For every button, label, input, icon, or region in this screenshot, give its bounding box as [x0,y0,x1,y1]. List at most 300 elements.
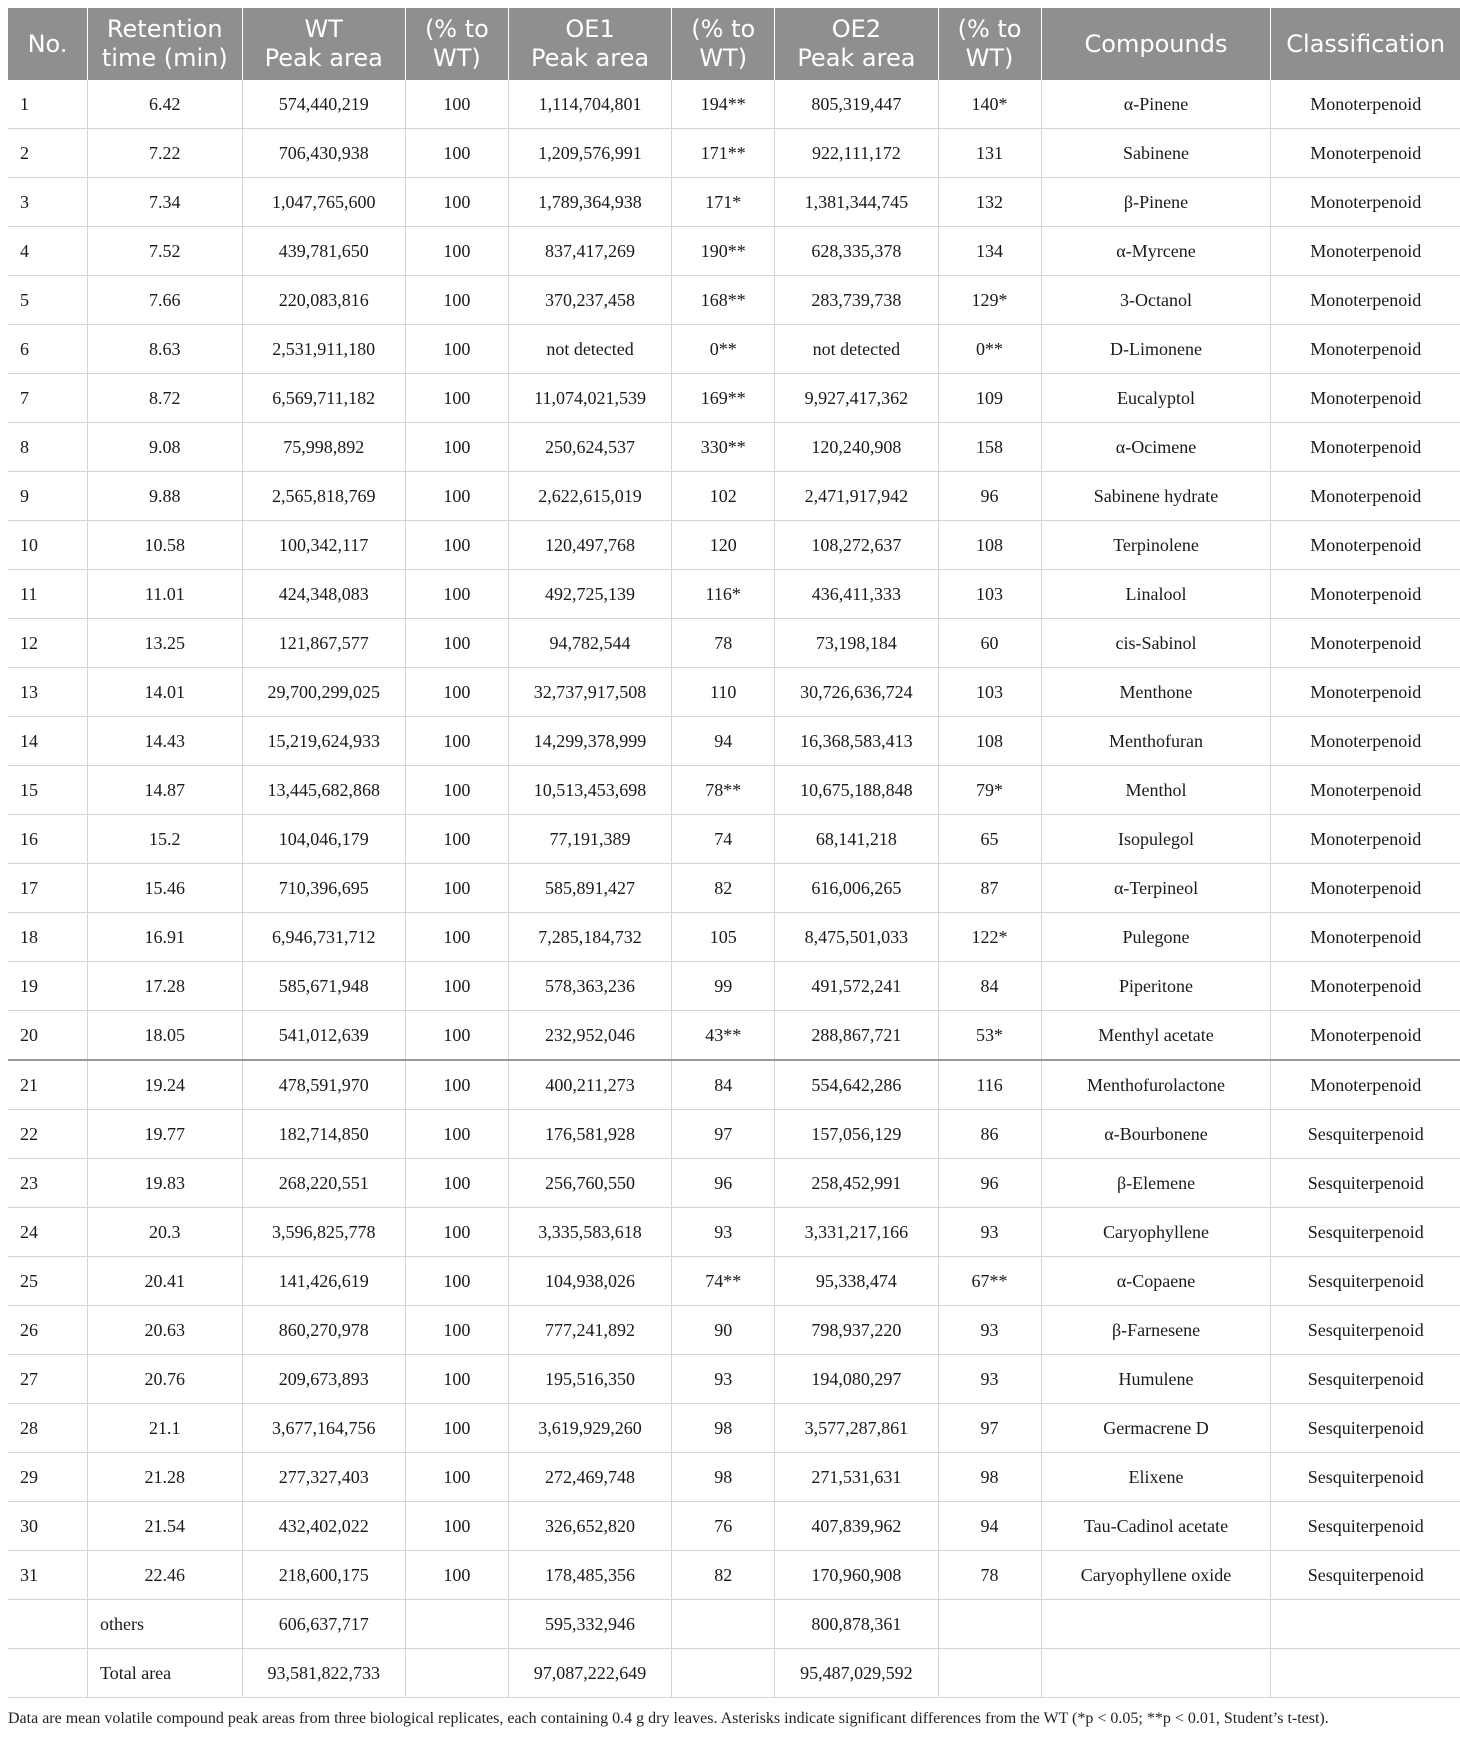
table-cell: 20.63 [87,1306,242,1355]
table-cell: 100 [405,815,508,864]
table-cell [8,1649,87,1698]
column-header-label: (% to [424,15,489,43]
table-row [8,1011,1460,1061]
table-cell: 20.3 [87,1208,242,1257]
table-cell: α-Copaene [1041,1257,1271,1306]
table-cell: 100 [405,1208,508,1257]
table-cell: 27 [8,1355,87,1404]
table-row [8,962,1460,1011]
table-cell: 100,342,117 [242,521,405,570]
table-cell: 628,335,378 [775,227,938,276]
column-header-label: Peak area [264,44,383,72]
table-cell: 7,285,184,732 [508,913,671,962]
table-cell: 100 [405,913,508,962]
table-cell: 21.1 [87,1404,242,1453]
volatile-compounds-table [8,8,1460,1698]
table-cell: 8 [8,423,87,472]
table-cell: 1,047,765,600 [242,178,405,227]
table-cell: 272,469,748 [508,1453,671,1502]
table-cell: 0** [672,325,775,374]
table-cell: 168** [672,276,775,325]
table-row [8,178,1460,227]
table-cell: 271,531,631 [775,1453,938,1502]
table-cell: 14,299,378,999 [508,717,671,766]
table-cell: 131 [938,129,1041,178]
table-cell [672,1600,775,1649]
table-cell: 777,241,892 [508,1306,671,1355]
table-row [8,521,1460,570]
table-cell: Monoterpenoid [1271,913,1460,962]
table-cell [1271,1600,1460,1649]
table-cell: 706,430,938 [242,129,405,178]
table-cell: 96 [938,1159,1041,1208]
table-cell: 250,624,537 [508,423,671,472]
table-cell: 132 [938,178,1041,227]
column-header-label: OE1 [565,15,615,43]
table-cell: Monoterpenoid [1271,1060,1460,1110]
table-cell: Humulene [1041,1355,1271,1404]
table-cell: 6,946,731,712 [242,913,405,962]
table-cell: 439,781,650 [242,227,405,276]
table-cell: 22 [8,1110,87,1159]
table-cell: 13,445,682,868 [242,766,405,815]
table-cell: 3,619,929,260 [508,1404,671,1453]
table-cell: 6.42 [87,80,242,129]
table-cell: 140* [938,80,1041,129]
table-cell: 194** [672,80,775,129]
table-row [8,1355,1460,1404]
table-cell: β-Pinene [1041,178,1271,227]
table-cell: D-Limonene [1041,325,1271,374]
table-cell: 8.63 [87,325,242,374]
table-cell: 12 [8,619,87,668]
table-cell: 574,440,219 [242,80,405,129]
table-cell: 31 [8,1551,87,1600]
table-cell: 23 [8,1159,87,1208]
table-cell: Sesquiterpenoid [1271,1110,1460,1159]
table-cell: 232,952,046 [508,1011,671,1061]
table-row [8,129,1460,178]
table-cell: 8,475,501,033 [775,913,938,962]
table-cell: 29,700,299,025 [242,668,405,717]
table-cell: 158 [938,423,1041,472]
table-cell: Monoterpenoid [1271,815,1460,864]
table-cell: Linalool [1041,570,1271,619]
table-cell: 93 [938,1355,1041,1404]
table-cell: 14.87 [87,766,242,815]
table-cell: 258,452,991 [775,1159,938,1208]
table-cell: Piperitone [1041,962,1271,1011]
table-cell: 220,083,816 [242,276,405,325]
table-cell: 21.28 [87,1453,242,1502]
table-cell: 100 [405,1011,508,1061]
table-cell: others [87,1600,242,1649]
table-cell: 9,927,417,362 [775,374,938,423]
table-row [8,668,1460,717]
table-cell: 424,348,083 [242,570,405,619]
table-cell: 100 [405,1355,508,1404]
table-cell: 100 [405,472,508,521]
table-cell: Monoterpenoid [1271,80,1460,129]
table-cell: 108 [938,521,1041,570]
table-cell: 95,338,474 [775,1257,938,1306]
table-body [8,80,1460,1698]
table-cell: 7.22 [87,129,242,178]
table-cell: 73,198,184 [775,619,938,668]
table-cell: Monoterpenoid [1271,423,1460,472]
table-cell: 798,937,220 [775,1306,938,1355]
table-cell: 100 [405,717,508,766]
table-cell: 20.41 [87,1257,242,1306]
table-row [8,815,1460,864]
table-cell [1271,1649,1460,1698]
table-cell: 96 [672,1159,775,1208]
table-cell: 68,141,218 [775,815,938,864]
table-cell: 97,087,222,649 [508,1649,671,1698]
column-header-label: OE2 [831,15,882,43]
table-cell: Sesquiterpenoid [1271,1551,1460,1600]
table-cell: 16,368,583,413 [775,717,938,766]
table-cell: 30,726,636,724 [775,668,938,717]
table-cell [672,1649,775,1698]
table-cell: 14 [8,717,87,766]
table-cell: 176,581,928 [508,1110,671,1159]
table-cell: Monoterpenoid [1271,129,1460,178]
table-cell: not detected [508,325,671,374]
table-row [8,1060,1460,1110]
table-cell: 74** [672,1257,775,1306]
table-cell: 94 [672,717,775,766]
table-cell: 554,642,286 [775,1060,938,1110]
table-cell: 10 [8,521,87,570]
table-cell: 10,675,188,848 [775,766,938,815]
table-cell: 100 [405,178,508,227]
table-row [8,864,1460,913]
table-cell: 195,516,350 [508,1355,671,1404]
table-cell: 98 [672,1404,775,1453]
table-figure [8,8,1460,1730]
table-cell: 78 [938,1551,1041,1600]
table-cell: 710,396,695 [242,864,405,913]
table-cell: 105 [672,913,775,962]
table-row [8,1110,1460,1159]
table-cell: 87 [938,864,1041,913]
table-cell: Menthone [1041,668,1271,717]
table-cell: 26 [8,1306,87,1355]
table-cell: 141,426,619 [242,1257,405,1306]
table-row [8,1649,1460,1698]
table-cell: 100 [405,325,508,374]
table-row [8,1502,1460,1551]
table-row [8,619,1460,668]
table-row [8,913,1460,962]
table-cell: 29 [8,1453,87,1502]
table-row [8,227,1460,276]
table-cell: 100 [405,129,508,178]
table-row [8,80,1460,129]
table-header-row [8,8,1460,80]
table-cell: 84 [938,962,1041,1011]
table-cell: 6,569,711,182 [242,374,405,423]
table-cell: 541,012,639 [242,1011,405,1061]
table-cell: 3 [8,178,87,227]
table-cell: cis-Sabinol [1041,619,1271,668]
table-cell: 93 [672,1355,775,1404]
table-cell: 2,565,818,769 [242,472,405,521]
column-header-label: WT) [699,44,748,72]
table-cell: 116 [938,1060,1041,1110]
table-cell: Germacrene D [1041,1404,1271,1453]
table-cell: α-Pinene [1041,80,1271,129]
table-cell: α-Myrcene [1041,227,1271,276]
table-cell: Menthofuran [1041,717,1271,766]
table-cell [8,1600,87,1649]
column-header [938,8,1041,80]
table-cell: 2,531,911,180 [242,325,405,374]
table-cell: 67** [938,1257,1041,1306]
table-cell: Monoterpenoid [1271,325,1460,374]
table-cell: 43** [672,1011,775,1061]
table-cell: 182,714,850 [242,1110,405,1159]
table-cell: 77,191,389 [508,815,671,864]
table-cell: 16 [8,815,87,864]
table-cell: 65 [938,815,1041,864]
table-cell: 100 [405,1060,508,1110]
table-cell: 157,056,129 [775,1110,938,1159]
table-cell: Caryophyllene oxide [1041,1551,1271,1600]
table-cell: 32,737,917,508 [508,668,671,717]
table-cell: 122* [938,913,1041,962]
table-cell: 922,111,172 [775,129,938,178]
table-cell: 109 [938,374,1041,423]
table-cell: Monoterpenoid [1271,570,1460,619]
table-cell: 19.83 [87,1159,242,1208]
table-cell: Menthyl acetate [1041,1011,1271,1061]
table-cell: 3,677,164,756 [242,1404,405,1453]
table-cell: Sesquiterpenoid [1271,1159,1460,1208]
table-row [8,766,1460,815]
table-cell: 170,960,908 [775,1551,938,1600]
table-cell: 8.72 [87,374,242,423]
table-cell: Caryophyllene [1041,1208,1271,1257]
column-header-label: No. [27,29,68,58]
table-cell: 134 [938,227,1041,276]
table-cell: 15 [8,766,87,815]
table-cell: Monoterpenoid [1271,864,1460,913]
table-cell: Sesquiterpenoid [1271,1257,1460,1306]
table-cell: 14.01 [87,668,242,717]
table-cell: 97 [938,1404,1041,1453]
column-header [1271,8,1460,80]
table-cell: 19 [8,962,87,1011]
table-cell: 11,074,021,539 [508,374,671,423]
table-cell: 100 [405,766,508,815]
table-cell: 84 [672,1060,775,1110]
table-cell: Monoterpenoid [1271,472,1460,521]
table-cell: 3,335,583,618 [508,1208,671,1257]
table-cell: 9.08 [87,423,242,472]
table-cell: 100 [405,1306,508,1355]
table-cell: α-Ocimene [1041,423,1271,472]
table-cell: 277,327,403 [242,1453,405,1502]
column-header [1041,8,1271,80]
table-cell: 90 [672,1306,775,1355]
table-cell: 400,211,273 [508,1060,671,1110]
table-cell: Monoterpenoid [1271,521,1460,570]
table-row [8,1306,1460,1355]
table-cell: 100 [405,1551,508,1600]
table-row [8,1404,1460,1453]
column-header-label: Peak area [797,44,916,72]
column-header-label: (% to [691,15,756,43]
table-cell: 171** [672,129,775,178]
table-cell: 120,240,908 [775,423,938,472]
table-cell: 491,572,241 [775,962,938,1011]
table-cell: β-Elemene [1041,1159,1271,1208]
table-cell: 100 [405,864,508,913]
table-cell: Sesquiterpenoid [1271,1208,1460,1257]
table-cell: 1,114,704,801 [508,80,671,129]
column-header [775,8,938,80]
table-cell: 82 [672,864,775,913]
table-cell: 5 [8,276,87,325]
table-cell: Monoterpenoid [1271,766,1460,815]
table-cell: 11 [8,570,87,619]
table-cell: 100 [405,374,508,423]
table-cell: Monoterpenoid [1271,276,1460,325]
table-cell: 108,272,637 [775,521,938,570]
table-cell: 79* [938,766,1041,815]
table-cell: 78** [672,766,775,815]
table-cell: Isopulegol [1041,815,1271,864]
table-cell: 60 [938,619,1041,668]
table-cell: Sesquiterpenoid [1271,1355,1460,1404]
table-cell: Pulegone [1041,913,1271,962]
table-cell: 94 [938,1502,1041,1551]
table-cell: 108 [938,717,1041,766]
table-cell: 100 [405,227,508,276]
table-cell: 3,596,825,778 [242,1208,405,1257]
table-cell: α-Bourbonene [1041,1110,1271,1159]
table-row [8,472,1460,521]
table-cell: 93,581,822,733 [242,1649,405,1698]
table-cell: 616,006,265 [775,864,938,913]
table-cell: Sesquiterpenoid [1271,1502,1460,1551]
table-cell: 98 [672,1453,775,1502]
table-cell: Monoterpenoid [1271,178,1460,227]
table-cell: 100 [405,423,508,472]
table-cell: 1,381,344,745 [775,178,938,227]
table-cell: 100 [405,619,508,668]
table-cell: 11.01 [87,570,242,619]
table-cell: Sesquiterpenoid [1271,1453,1460,1502]
table-cell: 20 [8,1011,87,1061]
table-cell: Sabinene [1041,129,1271,178]
table-cell: not detected [775,325,938,374]
table-cell: 95,487,029,592 [775,1649,938,1698]
table-cell: 169** [672,374,775,423]
table-cell: 100 [405,1404,508,1453]
table-cell: 96 [938,472,1041,521]
table-cell: 171* [672,178,775,227]
table-cell: Monoterpenoid [1271,717,1460,766]
table-cell: 10,513,453,698 [508,766,671,815]
table-cell [938,1600,1041,1649]
table-cell: 492,725,139 [508,570,671,619]
table-cell: 100 [405,1453,508,1502]
table-cell: 99 [672,962,775,1011]
table-cell: 10.58 [87,521,242,570]
table-cell: 407,839,962 [775,1502,938,1551]
table-cell: 74 [672,815,775,864]
table-cell: 103 [938,668,1041,717]
table-cell [405,1649,508,1698]
table-cell: 25 [8,1257,87,1306]
table-cell: Monoterpenoid [1271,668,1460,717]
table-cell: 104,046,179 [242,815,405,864]
table-cell: 578,363,236 [508,962,671,1011]
table-cell: 17 [8,864,87,913]
column-header [87,8,242,80]
table-cell: 28 [8,1404,87,1453]
table-cell: 9.88 [87,472,242,521]
table-cell: 116* [672,570,775,619]
table-cell: α-Terpineol [1041,864,1271,913]
table-cell: 21.54 [87,1502,242,1551]
table-row [8,276,1460,325]
table-cell: 100 [405,1110,508,1159]
table-cell: 100 [405,276,508,325]
table-row [8,570,1460,619]
table-cell: 121,867,577 [242,619,405,668]
table-cell: Sesquiterpenoid [1271,1404,1460,1453]
table-cell: 98 [938,1453,1041,1502]
table-row [8,374,1460,423]
column-header [405,8,508,80]
table-cell: 2,622,615,019 [508,472,671,521]
table-cell: 3,331,217,166 [775,1208,938,1257]
table-row [8,1208,1460,1257]
table-cell: 129* [938,276,1041,325]
table-cell: 93 [672,1208,775,1257]
table-cell: 7.66 [87,276,242,325]
table-cell: 19.77 [87,1110,242,1159]
table-cell: 268,220,551 [242,1159,405,1208]
table-cell: 209,673,893 [242,1355,405,1404]
table-cell [405,1600,508,1649]
table-cell: 7.52 [87,227,242,276]
column-header [672,8,775,80]
table-cell: 75,998,892 [242,423,405,472]
table-cell: 15.46 [87,864,242,913]
table-cell: 120 [672,521,775,570]
table-cell: 7.34 [87,178,242,227]
table-cell: 860,270,978 [242,1306,405,1355]
table-row [8,1600,1460,1649]
table-cell: Menthol [1041,766,1271,815]
table-cell [1041,1649,1271,1698]
table-cell: 97 [672,1110,775,1159]
table-cell: Terpinolene [1041,521,1271,570]
table-cell: 805,319,447 [775,80,938,129]
table-cell: 194,080,297 [775,1355,938,1404]
table-cell: 100 [405,521,508,570]
column-header-label: Retention [106,15,223,43]
table-row [8,1159,1460,1208]
table-cell: 22.46 [87,1551,242,1600]
column-header-label: Peak area [530,44,650,72]
table-cell: 76 [672,1502,775,1551]
